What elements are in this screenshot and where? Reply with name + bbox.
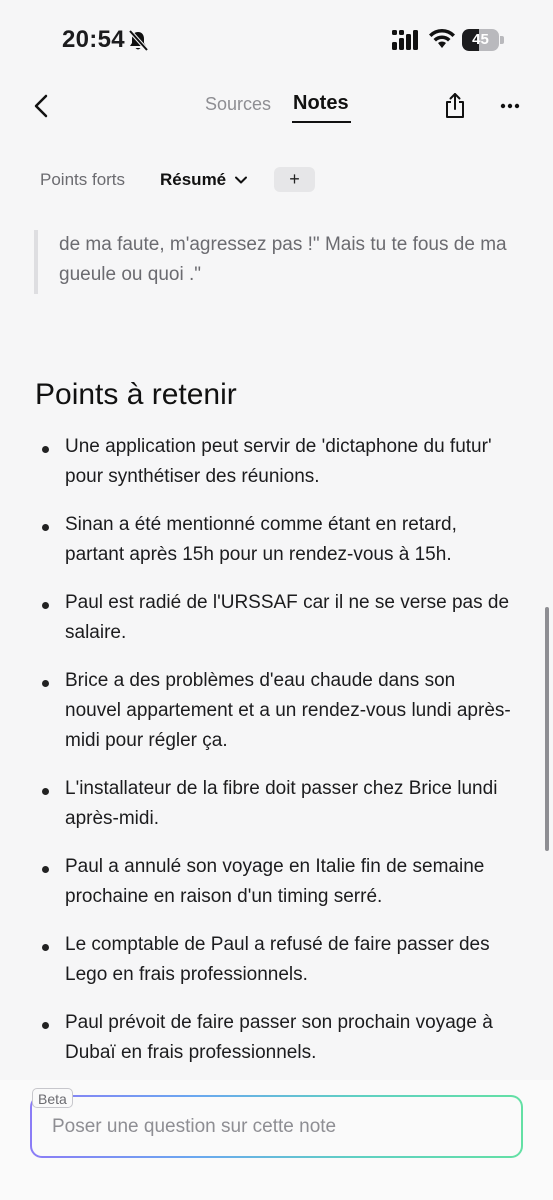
bullet — [42, 524, 49, 531]
quote-text: de ma faute, m'agressez pas !" Mais tu te fous de ma gueule ou quoi ." — [59, 234, 507, 285]
beta-badge: Beta — [32, 1088, 73, 1108]
list-item-text: Paul prévoit de faire passer son prochain voyage à Dubaï en frais professionnels. — [65, 1012, 493, 1063]
top-nav — [0, 80, 553, 140]
share-icon[interactable] — [443, 92, 467, 120]
section-title: Points à retenir — [35, 378, 237, 411]
subtab-points-forts[interactable]: Points forts — [40, 170, 126, 189]
add-section-button[interactable]: + — [274, 167, 315, 192]
cellular-signal-icon — [392, 30, 420, 50]
tab-notes-underline — [292, 121, 351, 123]
back-chevron-icon[interactable] — [28, 92, 54, 120]
list-item-text: Paul a annulé son voyage en Italie fin de semaine prochaine en raison d'un timing serré. — [65, 856, 485, 907]
list-item-text: Brice a des problèmes d'eau chaude dans son nouvel appartement et a un rendez-vous lundi après-midi pour régler ça. — [65, 670, 511, 751]
bullet — [42, 446, 49, 453]
status-bar — [0, 0, 553, 80]
more-icon[interactable] — [498, 96, 522, 116]
ask-field[interactable] — [30, 1095, 523, 1158]
note-subtabs — [0, 160, 553, 200]
bullet — [42, 944, 49, 951]
ask-input[interactable] — [52, 1097, 502, 1156]
tab-sources[interactable]: Sources — [205, 94, 272, 114]
list-item-text: Sinan a été mentionné comme étant en retard, partant après 15h pour un rendez-vous à 15h. — [65, 514, 457, 565]
list-item-text: L'installateur de la fibre doit passer chez Brice lundi après-midi. — [65, 778, 498, 829]
battery-icon — [462, 29, 504, 51]
blockquote — [34, 230, 514, 294]
ask-bar — [0, 1080, 553, 1200]
list-item-text: Le comptable de Paul a refusé de faire passer des Lego en frais professionnels. — [65, 934, 490, 985]
list-item-text: Paul est radié de l'URSSAF car il ne se verse pas de salaire. — [65, 592, 510, 643]
bullet — [42, 602, 49, 609]
bullet — [42, 680, 49, 687]
scrollbar[interactable] — [545, 607, 549, 851]
list-item-text: Une application peut servir de 'dictaphone du futur' pour synthétiser des réunions. — [65, 436, 492, 487]
bullet — [42, 866, 49, 873]
tab-notes[interactable]: Notes — [293, 92, 349, 114]
bell-slash-icon — [128, 30, 148, 52]
battery-percent: 45 — [472, 31, 489, 48]
wifi-icon — [428, 28, 456, 50]
subtab-resume[interactable]: Résumé — [160, 170, 227, 189]
bullet — [42, 1022, 49, 1029]
status-time: 20:54 — [62, 26, 125, 53]
bullet — [42, 788, 49, 795]
chevron-down-icon[interactable] — [234, 173, 248, 187]
